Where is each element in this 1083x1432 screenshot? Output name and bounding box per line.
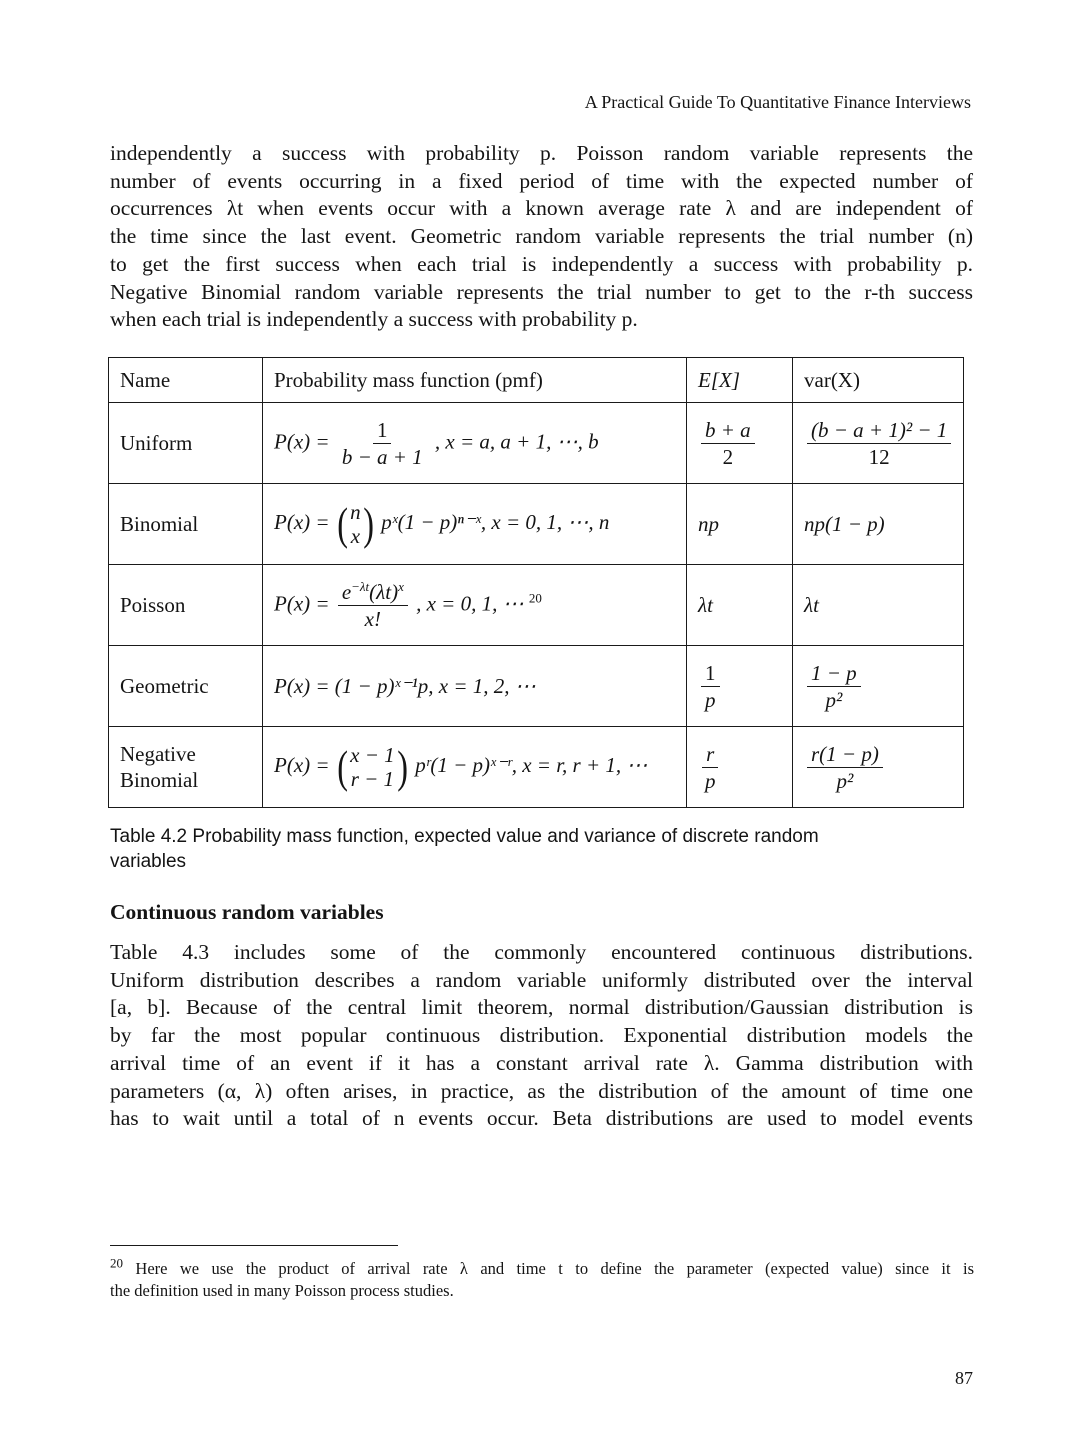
variance [793, 646, 964, 727]
frac-numerator: 1 − p [807, 662, 861, 687]
pmf-table [108, 357, 964, 808]
footnote-marker[interactable]: 20 [528, 589, 542, 605]
ex-fraction [701, 743, 720, 792]
footnote-divider [110, 1245, 398, 1246]
frac-numerator: 1 [701, 662, 720, 687]
table-row-poisson [109, 565, 964, 646]
text-line: number of events occurring in a fixed period of time with the expected number of [110, 168, 973, 193]
frac-denominator: x! [364, 606, 381, 631]
text-line: independently a success with probability p. Poisson random variable represents the [110, 141, 973, 165]
table-row-uniform [109, 403, 964, 484]
var-fraction [807, 662, 861, 711]
frac-numerator: (b − a + 1)² − 1 [807, 419, 951, 444]
binom-top: n [350, 500, 361, 524]
binomial-coefficient: ( n x ) [337, 498, 374, 549]
frac-numerator: $e^{-\lambda t}(\lambda t)^x$ [338, 581, 408, 606]
continuous-paragraph [110, 939, 973, 1133]
caption-line: Table 4.2 Probability mass function, expected value and variance of discrete random [110, 826, 819, 847]
text-line: occurrences λt when events occur with a known average rate λ and are independent of [110, 196, 973, 221]
row-name: Binomial [109, 484, 263, 565]
text-line: [a, b]. Because of the central limit theorem, normal distribution/Gaussian distribution is [110, 995, 973, 1020]
row-name-line2: Binomial [120, 768, 199, 792]
footnote-number: 20 [110, 1255, 123, 1271]
pmf-lhs: P(x) = [274, 428, 330, 453]
frac-denominator: 12 [868, 444, 890, 469]
variance [793, 403, 964, 484]
intro-paragraph [110, 140, 973, 334]
row-name: Geometric [109, 646, 263, 727]
text-line: the time since the last event. Geometric random variable represents the trial number (n) [110, 224, 973, 249]
header-variance: var(X) [793, 358, 964, 403]
frac-denominator: p² [836, 768, 854, 793]
ex-fraction [701, 419, 755, 468]
text-line: by far the most popular continuous distribution. Exponential distribution models the [110, 1023, 973, 1048]
frac-numerator: 1 [373, 419, 392, 444]
table-row-geometric [109, 646, 964, 727]
pmf-formula [263, 565, 687, 646]
running-header: A Practical Guide To Quantitative Finance Interviews [584, 92, 971, 112]
text-line: Uniform distribution describes a random variable uniformly distributed over the interval [110, 967, 973, 992]
variance: np(1 − p) [793, 484, 964, 565]
pmf-support: , x = a, a + 1, ⋯, b [434, 428, 599, 453]
row-name [109, 727, 263, 808]
variance [793, 727, 964, 808]
binomial-coefficient: ( x − 1 r − 1 ) [337, 741, 408, 792]
pmf-formula [263, 484, 687, 565]
expected-value [687, 646, 793, 727]
caption-line: variables [110, 851, 187, 872]
binom-bottom: r − 1 [350, 767, 395, 791]
var-fraction [807, 743, 883, 792]
ex-fraction [701, 662, 720, 711]
footnote [110, 1255, 974, 1302]
frac-denominator: p² [825, 687, 843, 712]
text-line: Negative Binomial random variable represents the trial number to get to the r-th success [110, 279, 973, 304]
binom-top: x − 1 [350, 743, 395, 767]
expected-value [687, 403, 793, 484]
expected-value: λt [687, 565, 793, 646]
frac-numerator: r [702, 743, 718, 768]
frac-denominator: b − a + 1 [341, 444, 423, 469]
text-line: parameters (α, λ) often arises, in practice, as the distribution of the amount of time one [110, 1078, 973, 1103]
pmf-fraction [338, 419, 427, 468]
footnote-line: the definition used in many Poisson process studies. [110, 1281, 454, 1300]
pmf-lhs: P(x) = [274, 590, 330, 615]
variance: λt [793, 565, 964, 646]
footnote-line [110, 1255, 974, 1280]
frac-denominator: 2 [722, 444, 734, 469]
var-fraction [807, 419, 951, 468]
pmf-formula [263, 727, 687, 808]
pmf-rest: pˣ(1 − p)ⁿ⁻ˣ, x = 0, 1, ⋯, n [381, 509, 610, 534]
table-row-binomial [109, 484, 964, 565]
frac-denominator: p [705, 768, 716, 793]
binom-bottom: x [350, 524, 361, 548]
row-name-line1: Negative [120, 742, 196, 766]
pmf-formula [263, 403, 687, 484]
text-line: Table 4.3 includes some of the commonly encountered continuous distributions. [110, 940, 973, 964]
pmf-formula: P(x) = (1 − p)ˣ⁻¹p, x = 1, 2, ⋯ [263, 646, 687, 727]
header-name: Name [109, 358, 263, 403]
footnote-text: Here we use the product of arrival rate λ and time t to define the parameter (expected value) since it is [135, 1259, 974, 1278]
pmf-support: , x = 0, 1, ⋯ [416, 590, 524, 615]
section-heading: Continuous random variables [110, 900, 384, 924]
expected-value: np [687, 484, 793, 565]
frac-denominator: p [705, 687, 716, 712]
table-header-row [109, 358, 964, 403]
text-line: to get the first success when each trial is independently a success with probability p. [110, 251, 973, 276]
pmf-lhs: P(x) = [274, 752, 330, 777]
pmf-fraction [338, 578, 408, 631]
row-name: Poisson [109, 565, 263, 646]
expected-value [687, 727, 793, 808]
frac-numerator: b + a [701, 419, 755, 444]
pmf-lhs: P(x) = [274, 509, 330, 534]
text-line: has to wait until a total of n events occur. Beta distributions are used to model events [110, 1106, 973, 1131]
row-name: Uniform [109, 403, 263, 484]
pmf-rest: pʳ(1 − p)ˣ⁻ʳ, x = r, r + 1, ⋯ [415, 752, 648, 777]
header-pmf: Probability mass function (pmf) [263, 358, 687, 403]
page-number: 87 [955, 1368, 973, 1388]
text-line: when each trial is independently a success with probability p. [110, 307, 638, 332]
frac-numerator: r(1 − p) [807, 743, 883, 768]
table-caption [110, 824, 974, 874]
table-row-negative-binomial [109, 727, 964, 808]
text-line: arrival time of an event if it has a constant arrival rate λ. Gamma distribution with [110, 1050, 973, 1075]
header-expected-value: E[X] [687, 358, 793, 403]
